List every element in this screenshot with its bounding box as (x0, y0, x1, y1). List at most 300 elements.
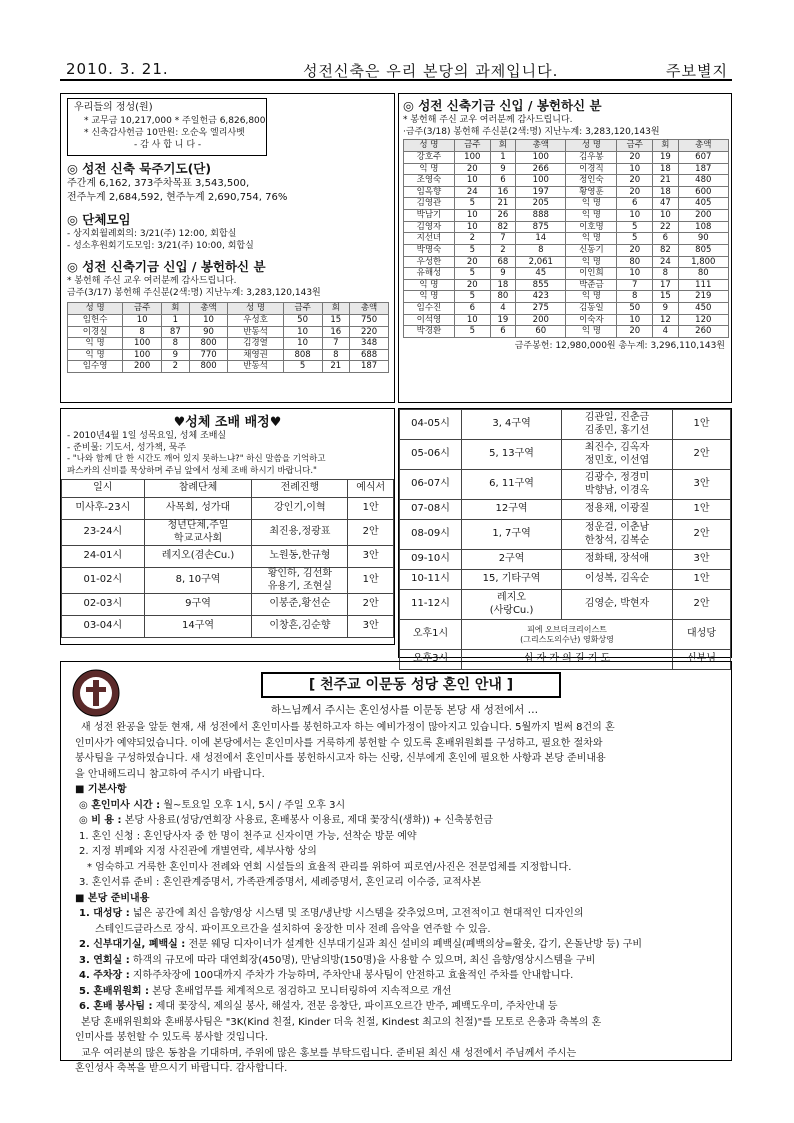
table-cell: 8 (123, 326, 162, 338)
table-header-cell: 회 (653, 140, 678, 152)
fund-left-note: * 봉헌해 주신 교우 여러분께 감사드립니다. (67, 276, 237, 286)
table-cell: 10 (283, 326, 322, 338)
basic-time: ◎ 혼인미사 시간 : 월~토요일 오후 1시, 5시 / 주일 오후 3시 (79, 799, 346, 811)
table-cell: 187 (678, 163, 728, 175)
table-cell: 100 (516, 175, 566, 187)
table-cell: 888 (516, 210, 566, 222)
table-cell: 800 (189, 361, 228, 373)
schedule-cell: 사목회, 성가대 (144, 498, 252, 520)
table-cell: 10 (454, 175, 490, 187)
schedule-cell: 미사후-23시 (62, 498, 145, 520)
schedule-row (62, 616, 394, 638)
table-cell: 익 명 (404, 291, 455, 303)
table-cell: 50 (617, 303, 653, 315)
adoration-intro2: - 준비물: 기도서, 성가책, 묵주 (67, 443, 187, 454)
table-row (68, 349, 389, 361)
schedule-row (400, 570, 731, 590)
table-cell: 유해성 (404, 268, 455, 280)
table-row (404, 210, 729, 222)
table-cell: 익 명 (566, 210, 617, 222)
schedule-cell: 6, 11구역 (462, 470, 562, 500)
table-cell: 266 (516, 163, 566, 175)
table-header-cell: 성 명 (404, 140, 455, 152)
fund-right-title: ◎ 성전 신축기금 신입 / 봉헌하신 분 (403, 98, 602, 113)
table-cell: 68 (490, 256, 515, 268)
table-header-cell: 금주 (283, 303, 322, 315)
fund-right-section (403, 96, 729, 352)
table-row (404, 186, 729, 198)
table-cell: 2 (454, 233, 490, 245)
schedule-row (400, 410, 731, 440)
table-cell: 채영권 (228, 349, 283, 361)
fund-right-total: 금주봉헌: 12,980,000원 총누계: 3,296,110,143원 (514, 340, 725, 351)
basic-documents: 3. 혼인서류 준비 : 혼인관계증명서, 가족관계증명서, 세례증명서, 혼인교리 이수증, 교적사본 (79, 877, 481, 888)
table-header-cell: 총액 (189, 303, 228, 315)
table-cell: 750 (350, 314, 389, 326)
table-cell: 6 (653, 233, 678, 245)
table-cell: 22 (653, 221, 678, 233)
table-row (404, 244, 729, 256)
table-cell: 익 명 (68, 349, 123, 361)
parish-seal-icon (71, 668, 121, 718)
wedding-intro-3: 봉사팀을 구성하였습니다. 새 성전에서 혼인미사를 봉헌하시고자 하는 신랑, 신부에게 혼인에 필요한 사항과 본당 준비내용 (75, 753, 606, 764)
schedule-cell: 김광수, 정경미 박향남, 이경옥 (562, 470, 673, 500)
header-headline: 성전신축은 우리 본당의 과제입니다. (303, 62, 559, 80)
table-cell: 87 (162, 326, 190, 338)
schedule-cell: 03-04시 (62, 616, 145, 638)
schedule-row (400, 500, 731, 520)
table-cell: 박남기 (404, 210, 455, 222)
table-row (404, 198, 729, 210)
schedule-cell: 오후3시 (400, 650, 462, 670)
table-cell: 김영자 (404, 221, 455, 233)
table-cell: 2 (490, 244, 515, 256)
schedule-cell: 9구역 (144, 594, 252, 616)
table-cell: 10 (454, 221, 490, 233)
table-cell: 6 (454, 303, 490, 315)
table-cell: 80 (678, 268, 728, 280)
table-cell: 348 (350, 338, 389, 350)
table-cell: 607 (678, 151, 728, 163)
table-cell: 24 (454, 186, 490, 198)
schedule-cell: 07-08시 (400, 500, 462, 520)
schedule-cell: 01-02시 (62, 568, 145, 594)
table-cell: 정인숙 (566, 175, 617, 187)
schedule-cell: 5, 13구역 (462, 440, 562, 470)
fund-left-summary: 금주(3/17) 봉헌해 주신분(2색:명) 지난누계: 3,283,120,143원 (67, 288, 321, 299)
table-cell: 김영관 (404, 198, 455, 210)
table-cell: 10 (283, 338, 322, 350)
table-cell: 8 (516, 244, 566, 256)
schedule-row (62, 594, 394, 616)
table-cell: 10 (123, 314, 162, 326)
table-cell: 16 (322, 326, 350, 338)
table-cell: 이경직 (566, 163, 617, 175)
table-cell: 10 (189, 314, 228, 326)
schedule-header-cell: 예식서 (348, 480, 394, 498)
table-cell: 450 (678, 303, 728, 315)
table-cell: 익 명 (566, 256, 617, 268)
table-cell: 20 (617, 186, 653, 198)
table-cell: 200 (678, 210, 728, 222)
table-row (404, 256, 729, 268)
wedding-title: [ 천주교 이문동 성당 혼인 안내 ] (261, 672, 561, 698)
table-cell: 반동석 (228, 326, 283, 338)
schedule-cell: 05-06시 (400, 440, 462, 470)
schedule-cell: 09-10시 (400, 550, 462, 570)
table-cell: 이인희 (566, 268, 617, 280)
schedule-cell: 04-05시 (400, 410, 462, 440)
table-cell: 이호명 (566, 221, 617, 233)
schedule-cell: 2안 (673, 440, 731, 470)
table-cell: 21 (490, 198, 515, 210)
table-row (404, 303, 729, 315)
schedule-cell: 오후1시 (400, 620, 462, 650)
table-cell: 익 명 (566, 326, 617, 338)
schedule-cell: 3안 (673, 550, 731, 570)
table-cell: 5 (283, 361, 322, 373)
schedule-cell: 노원동,한규형 (252, 546, 348, 568)
table-cell: 197 (516, 186, 566, 198)
schedule-cell: 2구역 (462, 550, 562, 570)
schedule-cell: 십 자 가 의 길 기 도 (462, 650, 673, 670)
schedule-row (62, 498, 394, 520)
closing-3: 교우 여러분의 많은 동참을 기대하며, 주위에 많은 홍보를 부탁드립니다. 준비된 최신 새 성전에서 주님께서 주시는 (81, 1047, 577, 1059)
table-cell: 423 (516, 291, 566, 303)
table-cell: 50 (283, 314, 322, 326)
table-cell: 20 (617, 244, 653, 256)
table-cell: 100 (516, 151, 566, 163)
table-cell: 익 명 (566, 233, 617, 245)
table-cell: 16 (490, 186, 515, 198)
table-cell: 이경실 (68, 326, 123, 338)
basic-apply: 1. 혼인 신청 : 혼인당사자 중 한 명이 천주교 신자이면 가능, 선착순 방문 예약 (79, 830, 417, 842)
table-cell: 20 (454, 163, 490, 175)
basic-title: ■ 기본사항 (75, 784, 127, 795)
schedule-row (400, 590, 731, 620)
table-header-cell: 금주 (617, 140, 653, 152)
adoration-intro1: - 2010년4월 1일 성목요일, 성체 조배실 (67, 431, 227, 441)
table-cell: 9 (490, 268, 515, 280)
offerings-box (67, 98, 267, 156)
wedding-body (75, 720, 725, 1077)
table-cell: 108 (678, 221, 728, 233)
table-cell: 1 (162, 314, 190, 326)
wedding-intro-4: 을 안내해드리니 참고하여 주시기 바랍니다. (75, 768, 265, 780)
table-row (404, 233, 729, 245)
table-cell: 박경환 (404, 326, 455, 338)
table-cell: 47 (653, 198, 678, 210)
table-cell: 26 (490, 210, 515, 222)
schedule-cell: 8, 10구역 (144, 568, 252, 594)
table-row (68, 314, 389, 326)
table-row (404, 163, 729, 175)
table-header-cell: 회 (162, 303, 190, 315)
schedule-row (400, 520, 731, 550)
table-header-cell: 성 명 (566, 140, 617, 152)
table-cell: 반동석 (228, 361, 283, 373)
wedding-subtitle: 하느님께서 주시는 혼인성사를 이문동 본당 새 성전에서 … (271, 704, 539, 716)
table-header-cell: 회 (490, 140, 515, 152)
table-row (68, 326, 389, 338)
meeting-line1: - 상지회월례회의: 3/21(주) 12:00, 회합실 (67, 229, 237, 239)
schedule-cell: 06-07시 (400, 470, 462, 500)
table-cell: 9 (490, 163, 515, 175)
table-cell: 박명숙 (404, 244, 455, 256)
table-cell: 6 (490, 326, 515, 338)
table-cell: 7 (617, 279, 653, 291)
page-header (60, 57, 732, 81)
fund-right-table (403, 139, 729, 338)
table-cell: 405 (678, 198, 728, 210)
table-cell: 20 (617, 175, 653, 187)
table-cell: 익 명 (566, 198, 617, 210)
prep-item: 스테인드글라스로 장식. 파이프오르간을 설치하여 웅장한 미사 전례 음악을 연주할 수 있음. (95, 923, 491, 935)
table-cell: 10 (653, 210, 678, 222)
table-row (404, 151, 729, 163)
table-cell: 강호주 (404, 151, 455, 163)
table-cell: 600 (678, 186, 728, 198)
table-row (68, 361, 389, 373)
schedule-cell: 레지오 (사랑Cu.) (462, 590, 562, 620)
meeting-line2: - 성소후원회기도모임: 3/21(주) 10:00, 회합실 (67, 241, 254, 252)
table-header-cell: 총액 (678, 140, 728, 152)
table-cell: 100 (123, 349, 162, 361)
adoration-intro3: - "나와 함께 단 한 시간도 깨어 있지 못하느냐?" 하신 말씀을 기억하고 (67, 454, 326, 465)
prep-item: 4. 주차장 : 지하주차장에 100대까지 주차가 가능하며, 주차안내 봉사팀이 안전하고 효율적인 주차를 안내합니다. (79, 970, 574, 981)
table-cell: 5 (454, 291, 490, 303)
table-cell: 20 (454, 279, 490, 291)
table-cell: 808 (283, 349, 322, 361)
schedule-header-cell: 참례단체 (144, 480, 252, 498)
wedding-box (60, 661, 732, 1074)
prep-title: ■ 본당 준비내용 (75, 892, 150, 904)
table-cell: 10 (617, 163, 653, 175)
table-cell: 18 (653, 186, 678, 198)
table-cell: 20 (617, 151, 653, 163)
table-row (68, 338, 389, 350)
schedule-row (62, 520, 394, 546)
schedule-cell: 청년단체,주일 학교교사회 (144, 520, 252, 546)
table-row (404, 326, 729, 338)
table-header-cell: 총액 (516, 140, 566, 152)
table-cell: 111 (678, 279, 728, 291)
offerings-line1: * 교무금 10,217,000 * 주일헌금 6,826,800 (84, 115, 266, 126)
wedding-intro-1: 새 성전 완공을 앞둔 현재, 새 성전에서 혼인미사를 봉헌하고자 하는 예비가정이 많아지고 있습니다. 5월까지 벌써 8건의 혼 (81, 722, 615, 733)
offerings-thanks: - 감 사 합 니 다 - (134, 139, 202, 150)
schedule-cell: 피에 오브더크리이스트 (그리스도의수난) 영화상영 (462, 620, 673, 650)
table-cell: 4 (653, 326, 678, 338)
fund-right-note: * 봉헌해 주신 교우 여러분께 감사드립니다. (403, 115, 573, 125)
table-cell: 임옥향 (404, 186, 455, 198)
right-fund-box (398, 93, 732, 403)
table-cell: 18 (490, 279, 515, 291)
table-cell: 임수진 (404, 303, 455, 315)
table-cell: 지선녀 (404, 233, 455, 245)
schedule-cell: 이봉준,황선순 (252, 594, 348, 616)
table-cell: 5 (454, 198, 490, 210)
table-cell: 19 (490, 314, 515, 326)
table-cell: 8 (322, 349, 350, 361)
table-cell: 120 (678, 314, 728, 326)
schedule-cell: 김관일, 진춘금 김종민, 홍기선 (562, 410, 673, 440)
table-cell: 8 (162, 338, 190, 350)
table-cell: 12 (653, 314, 678, 326)
rosary-section (67, 159, 287, 204)
table-cell: 24 (653, 256, 678, 268)
schedule-cell: 3, 4구역 (462, 410, 562, 440)
basic-cost: ◎ 비 용 : 본당 사용료(성당/연회장 사용료, 혼배봉사 이용료, 제대 꽃장식(생화)) + 신축봉헌금 (79, 815, 493, 826)
table-row (404, 268, 729, 280)
table-cell: 5 (454, 268, 490, 280)
schedule-cell: 레지오(겸손Cu.) (144, 546, 252, 568)
table-cell: 800 (189, 338, 228, 350)
prep-item: 5. 혼배위원회 : 본당 혼배업무를 체계적으로 점검하고 모니터링하여 지속적으로 개선 (79, 985, 452, 997)
schedule-cell: 황인하, 김선화 유용기, 조현실 (252, 568, 348, 594)
schedule-cell: 10-11시 (400, 570, 462, 590)
schedule-row (400, 470, 731, 500)
table-cell: 7 (490, 233, 515, 245)
table-cell: 770 (189, 349, 228, 361)
table-cell: 6 (490, 175, 515, 187)
table-cell: 855 (516, 279, 566, 291)
schedule-cell: 1안 (348, 498, 394, 520)
table-cell: 익 명 (404, 279, 455, 291)
table-header-cell: 금주 (123, 303, 162, 315)
schedule-header-cell: 일시 (62, 480, 145, 498)
table-cell: 875 (516, 221, 566, 233)
table-cell: 10 (617, 210, 653, 222)
table-cell: 80 (617, 256, 653, 268)
table-row (404, 175, 729, 187)
schedule-row (400, 550, 731, 570)
schedule-cell: 14구역 (144, 616, 252, 638)
table-cell: 2 (162, 361, 190, 373)
table-cell: 7 (322, 338, 350, 350)
fund-left-title: ◎ 성전 신축기금 신입 / 봉헌하신 분 (67, 259, 266, 274)
schedule-cell: 3안 (348, 616, 394, 638)
table-row (404, 314, 729, 326)
schedule-cell: 2안 (348, 594, 394, 616)
table-cell: 480 (678, 175, 728, 187)
table-cell: 90 (189, 326, 228, 338)
basic-vendors: 2. 지정 뷔페와 지정 사진관에 개별연락, 세부사항 상의 (79, 846, 317, 857)
wedding-intro-2: 인미사가 예약되었습니다. 이에 본당에서는 혼인미사를 거룩하게 봉헌할 수 있도록 혼배위원회를 구성하고, 필요한 절차와 (75, 737, 603, 749)
adoration-box (60, 408, 395, 645)
rosary-title: ◎ 성전 신축 묵주기도(단) (67, 161, 212, 176)
schedule-cell: 정운걸, 이춘남 한창석, 김복순 (562, 520, 673, 550)
table-cell: 21 (653, 175, 678, 187)
schedule-cell: 15, 기타구역 (462, 570, 562, 590)
table-cell: 박준금 (566, 279, 617, 291)
table-header-cell: 금주 (454, 140, 490, 152)
table-cell: 익 명 (404, 163, 455, 175)
schedule-cell: 11-12시 (400, 590, 462, 620)
prep-item: 3. 연회실 : 하객의 규모에 따라 대연회장(450명), 만남의방(150명)을 사용할 수 있으며, 최신 음향/영상시스템을 구비 (79, 954, 596, 966)
table-row (404, 279, 729, 291)
table-cell: 200 (516, 314, 566, 326)
schedule-cell: 02-03시 (62, 594, 145, 616)
table-cell: 우성호 (228, 314, 283, 326)
left-info-box (60, 93, 395, 403)
schedule-cell: 2안 (348, 520, 394, 546)
adoration-box-2 (398, 408, 732, 665)
table-cell: 6 (617, 198, 653, 210)
table-cell: 신동기 (566, 244, 617, 256)
table-row (404, 291, 729, 303)
schedule-cell: 12구역 (462, 500, 562, 520)
schedule-cell: 정화태, 장석애 (562, 550, 673, 570)
rosary-line2: 전주누계 2,684,592, 현주누계 2,690,754, 76% (67, 191, 288, 203)
table-cell: 82 (490, 221, 515, 233)
table-header-cell: 성 명 (228, 303, 283, 315)
schedule-cell: 이성복, 김옥순 (562, 570, 673, 590)
schedule-cell: 23-24시 (62, 520, 145, 546)
table-cell: 688 (350, 349, 389, 361)
table-cell: 18 (653, 163, 678, 175)
table-cell: 100 (454, 151, 490, 163)
adoration-table (61, 479, 394, 638)
table-cell: 9 (162, 349, 190, 361)
schedule-cell: 1, 7구역 (462, 520, 562, 550)
table-cell: 10 (454, 210, 490, 222)
schedule-cell: 1안 (673, 500, 731, 520)
table-cell: 9 (653, 303, 678, 315)
table-cell: 익 명 (68, 338, 123, 350)
schedule-cell: 2안 (673, 520, 731, 550)
closing-4: 혼인성사 축복을 받으시기 바랍니다. 감사합니다. (75, 1063, 288, 1074)
schedule-cell: 08-09시 (400, 520, 462, 550)
table-cell: 5 (617, 221, 653, 233)
table-cell: 19 (653, 151, 678, 163)
table-cell: 이숙자 (566, 314, 617, 326)
schedule-cell: 김영순, 박현자 (562, 590, 673, 620)
offerings-title: 우리들의 정성(원) (74, 102, 153, 113)
schedule-cell: 1안 (673, 570, 731, 590)
table-cell: 10 (454, 314, 490, 326)
offerings-line2: * 신축감사헌금 10만원: 오순옥 엘리사벳 (84, 127, 245, 138)
table-cell: 1 (490, 151, 515, 163)
table-cell: 임헌수 (68, 314, 123, 326)
fund-left-section (67, 257, 389, 373)
schedule-cell: 최진용,정광표 (252, 520, 348, 546)
table-cell: 15 (653, 291, 678, 303)
table-cell: 김우봉 (566, 151, 617, 163)
table-cell: 1,800 (678, 256, 728, 268)
schedule-cell: 강인기,이혁 (252, 498, 348, 520)
table-cell: 5 (454, 244, 490, 256)
adoration-intro4: 파스카의 신비를 묵상하며 주님 앞에서 성체 조배 하시기 바랍니다." (67, 465, 317, 476)
rosary-line1: 주간계 6,162, 373주차목표 3,543,500, (67, 178, 250, 189)
table-header-cell: 성 명 (68, 303, 123, 315)
closing-2: 인미사를 봉헌할 수 있도록 봉사할 것입니다. (75, 1032, 268, 1043)
table-header-cell: 회 (322, 303, 350, 315)
schedule-cell: 1안 (673, 410, 731, 440)
table-cell: 5 (454, 326, 490, 338)
schedule-cell: 1안 (348, 568, 394, 594)
table-header-cell: 총액 (350, 303, 389, 315)
basic-note: * 엄숙하고 거룩한 혼인미사 전례와 연회 시설들의 효율적 관리를 위하여 피로연/사진은 전문업체를 지정합니다. (87, 861, 572, 873)
table-cell: 20 (454, 256, 490, 268)
table-cell: 45 (516, 268, 566, 280)
table-cell: 100 (123, 338, 162, 350)
adoration-intro (61, 430, 394, 477)
table-cell: 200 (123, 361, 162, 373)
schedule-cell: 이창흔,김순향 (252, 616, 348, 638)
header-section: 주보별지 (666, 62, 728, 80)
table-cell: 90 (678, 233, 728, 245)
fund-left-table (67, 302, 389, 373)
